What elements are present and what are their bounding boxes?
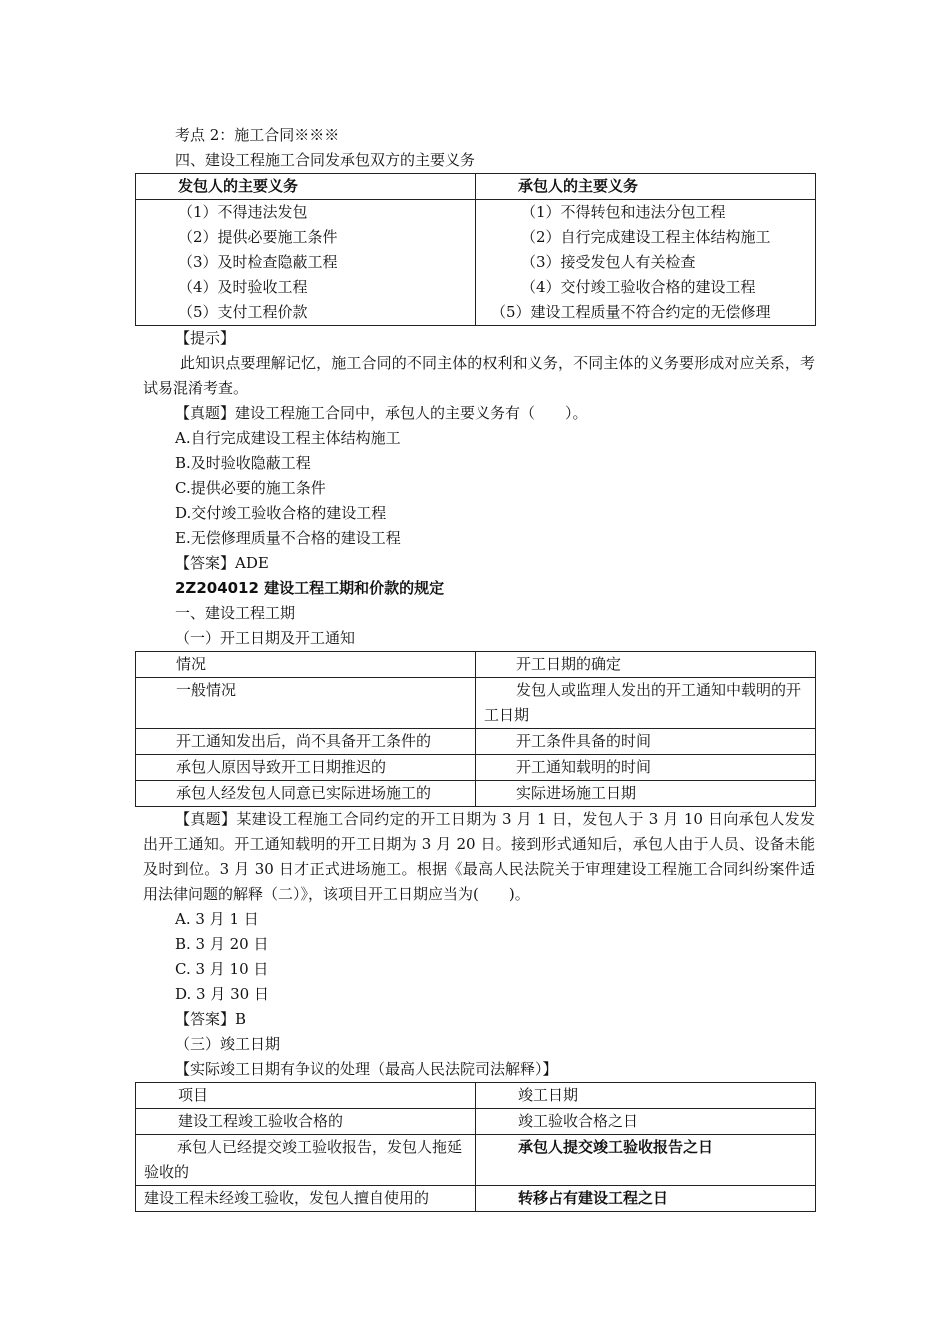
list-item: （3）及时检查隐蔽工程: [178, 253, 338, 271]
section-2z-heading: 2Z204012 建设工程工期和价款的规定: [175, 579, 445, 597]
q1-option: E.无偿修理质量不合格的建设工程: [175, 529, 401, 547]
table-cell: 发包人或监理人发出的开工通知中载明的开工日期: [476, 678, 816, 729]
table-row: [136, 781, 816, 807]
tip-label: 【提示】: [175, 329, 236, 347]
employer-obligations-header: 发包人的主要义务: [136, 174, 476, 200]
table-cell: 建设工程未经竣工验收，发包人擅自使用的: [136, 1186, 476, 1212]
contractor-obligations-header: 承包人的主要义务: [476, 174, 816, 200]
table-cell: 开工通知发出后，尚不具备开工条件的: [136, 729, 476, 755]
q1-stem: 【真题】建设工程施工合同中，承包人的主要义务有（ ）。: [175, 404, 588, 422]
contractor-obligations-list: [476, 200, 816, 326]
table-header-cell: 开工日期的确定: [476, 652, 816, 678]
table-cell: 承包人提交竣工验收报告之日: [476, 1135, 816, 1186]
q1-option: C.提供必要的施工条件: [175, 479, 326, 497]
kaodian-heading: 考点 2：施工合同※※※: [175, 126, 340, 144]
table-row: [136, 755, 816, 781]
list-item: （5）建设工程质量不符合约定的无偿修理: [491, 303, 771, 321]
employer-obligations-list: [136, 200, 476, 326]
list-item: （4）及时验收工程: [178, 278, 308, 296]
start-date-table: [135, 651, 816, 807]
tip-text: 此知识点要理解记忆，施工合同的不同主体的权利和义务，不同主体的义务要形成对应关系，考试易混淆考查。: [143, 354, 815, 397]
table-cell: 承包人已经提交竣工验收报告，发包人拖延验收的: [136, 1135, 476, 1186]
q2-stem: 【真题】某建设工程施工合同约定的开工日期为 3 月 1 日，发包人于 3 月 10 日向承包人发发出开工通知。开工通知载明的开工日期为 3 月 20 日。接到形式通知后，承包人由于人员、设备未能及时到位。3 月 30 日才正式进场施工。根据《最高人民法院关于审理建设工程施工合同纠纷案件适用法律问题的解释（二）》，该项目开工日期应当为( )。: [143, 810, 815, 903]
table-cell: 一般情况: [136, 678, 476, 729]
table-header-cell: 竣工日期: [476, 1083, 816, 1109]
completion-date-table: [135, 1082, 816, 1212]
list-item: （3）接受发包人有关检查: [521, 253, 696, 271]
table-row: [136, 678, 816, 729]
section-4-heading: 四、建设工程施工合同发承包双方的主要义务: [175, 151, 476, 169]
q1-option: A.自行完成建设工程主体结构施工: [175, 429, 401, 447]
document-page: [135, 122, 815, 1212]
list-item: （5）支付工程价款: [178, 303, 308, 321]
table-cell: 承包人原因导致开工日期推迟的: [136, 755, 476, 781]
section-1-heading: 一、建设工程工期: [175, 604, 296, 622]
table-cell: 承包人经发包人同意已实际进场施工的: [136, 781, 476, 807]
table-cell: 实际进场施工日期: [476, 781, 816, 807]
q2-option: B. 3 月 20 日: [175, 935, 269, 953]
table-header-cell: 情况: [136, 652, 476, 678]
table-row: [136, 1135, 816, 1186]
table-row: [136, 1186, 816, 1212]
list-item: （2）提供必要施工条件: [178, 228, 338, 246]
q1-option: B.及时验收隐蔽工程: [175, 454, 311, 472]
section-1-1-heading: （一）开工日期及开工通知: [175, 629, 356, 647]
list-item: （1）不得违法发包: [178, 203, 308, 221]
table-cell: 转移占有建设工程之日: [476, 1186, 816, 1212]
q1-answer: 【答案】ADE: [175, 554, 269, 572]
list-item: （2）自行完成建设工程主体结构施工: [521, 228, 771, 246]
table-cell: 建设工程竣工验收合格的: [136, 1109, 476, 1135]
table-header-cell: 项目: [136, 1083, 476, 1109]
q2-option: A. 3 月 1 日: [175, 910, 259, 928]
table-cell: 竣工验收合格之日: [476, 1109, 816, 1135]
table-cell: 开工条件具备的时间: [476, 729, 816, 755]
table-row: [136, 1109, 816, 1135]
obligations-table: [135, 173, 816, 326]
q2-option: D. 3 月 30 日: [175, 985, 269, 1003]
q1-option: D.交付竣工验收合格的建设工程: [175, 504, 387, 522]
section-1-3-title: 【实际竣工日期有争议的处理（最高人民法院司法解释）】: [175, 1060, 558, 1078]
section-1-3-heading: （三）竣工日期: [175, 1035, 281, 1053]
list-item: （4）交付竣工验收合格的建设工程: [521, 278, 756, 296]
q2-option: C. 3 月 10 日: [175, 960, 269, 978]
table-row: [136, 729, 816, 755]
list-item: （1）不得转包和违法分包工程: [521, 203, 726, 221]
table-cell: 开工通知载明的时间: [476, 755, 816, 781]
q2-answer: 【答案】B: [175, 1010, 247, 1028]
